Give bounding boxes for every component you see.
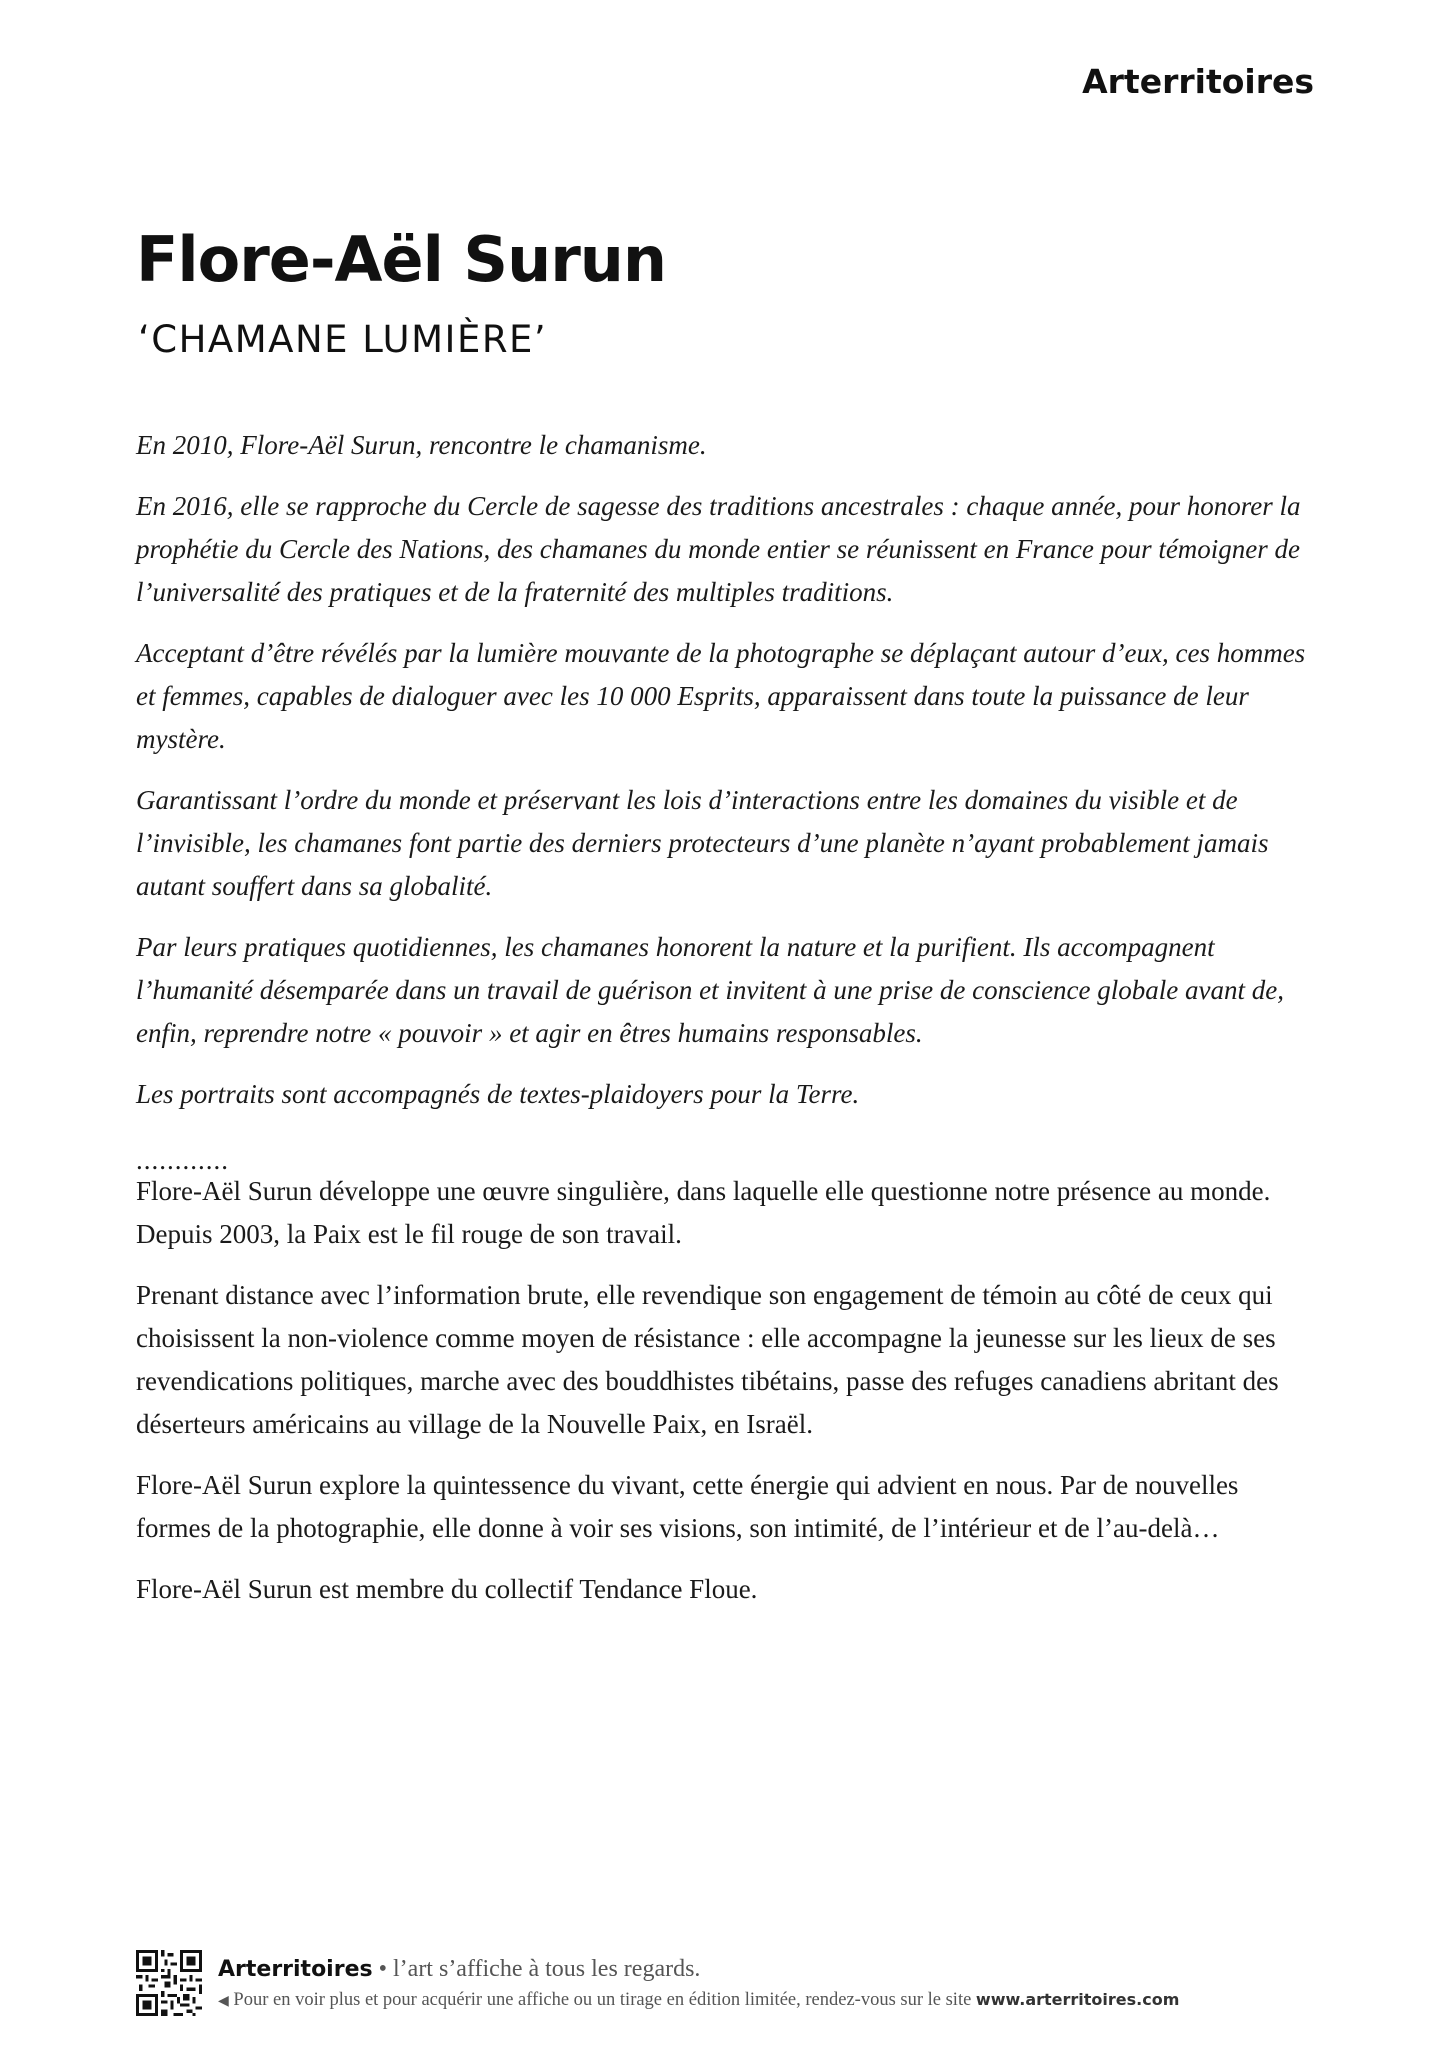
intro-paragraph: Par leurs pratiques quotidiennes, les chamanes honorent la nature et la purifient. Ils accompagnent l’humanité désemparée dans un travail de guérison et invitent à une prise de conscience globale avant de, enfin, reprendre notre « pouvoir » et agir en êtres humains responsables. — [136, 932, 1284, 1048]
main-content — [136, 424, 1316, 1629]
footer-cta: Pour en voir plus et pour acquérir une affiche ou un tirage en édition limitée, rendez-vous sur le site — [233, 1990, 972, 2010]
intro-section — [136, 424, 1316, 1116]
bio-paragraph: Flore-Aël Surun est membre du collectif Tendance Floue. — [136, 1574, 758, 1604]
intro-paragraph: En 2010, Flore-Aël Surun, rencontre le chamanisme. — [136, 430, 707, 460]
intro-paragraph: En 2016, elle se rapproche du Cercle de sagesse des traditions ancestrales : chaque année, pour honorer la prophétie du Cercle des Nations, des chamanes du monde entier se réunissent en France pour témoigner de l’universalité des pratiques et de la fraternité des multiples traditions. — [136, 491, 1301, 607]
artist-name: Flore-Aël Surun — [136, 223, 667, 296]
website-link[interactable]: www.arterritoires.com — [975, 1990, 1180, 2009]
footer-tagline: l’art s’affiche à tous les regards. — [393, 1956, 701, 1982]
qr-code-icon[interactable] — [136, 1950, 202, 2016]
footer-brand: Arterritoires — [218, 1957, 373, 1982]
triangle-left-icon: ◀ — [218, 1994, 229, 2009]
intro-paragraph: Acceptant d’être révélés par la lumière mouvante de la photographe se déplaçant autour d’eux, ces hommes et femmes, capables de dialoguer avec les 10 000 Esprits, apparaissent dans toute la puissance de leur mystère. — [136, 638, 1306, 754]
series-title: ‘CHAMANE LUMIÈRE’ — [138, 318, 548, 361]
brand-logo-top: Arterritoires — [1082, 62, 1314, 101]
bio-paragraph: Flore-Aël Surun explore la quintessence du vivant, cette énergie qui advient en nous. Par de nouvelles formes de la photographie, elle donne à voir ses visions, son intimité, de l’intérieur et de l’au-delà… — [136, 1470, 1239, 1543]
bio-paragraph: Flore-Aël Surun développe une œuvre singulière, dans laquelle elle questionne notre présence au monde. Depuis 2003, la Paix est le fil rouge de son travail. — [136, 1176, 1271, 1249]
footer — [136, 1948, 1316, 2018]
dotted-separator: ............ — [136, 1145, 229, 1175]
intro-paragraph: Les portraits sont accompagnés de textes-plaidoyers pour la Terre. — [136, 1079, 860, 1109]
bio-section — [136, 1170, 1316, 1611]
footer-tagline-line — [218, 1956, 700, 1983]
footer-cta-line — [218, 1990, 1316, 2011]
intro-paragraph: Garantissant l’ordre du monde et préservant les lois d’interactions entre les domaines du visible et de l’invisible, les chamanes font partie des derniers protecteurs d’une planète n’ayant probablement jamais autant souffert dans sa globalité. — [136, 785, 1269, 901]
bio-paragraph: Prenant distance avec l’information brute, elle revendique son engagement de témoin au côté de ceux qui choisissent la non-violence comme moyen de résistance : elle accompagne la jeunesse sur les lieux de ses revendications politiques, marche avec des bouddhistes tibétains, passe des refuges canadiens abritant des déserteurs américains au village de la Nouvelle Paix, en Israël. — [136, 1280, 1279, 1439]
footer-bullet: • — [378, 1956, 387, 1982]
